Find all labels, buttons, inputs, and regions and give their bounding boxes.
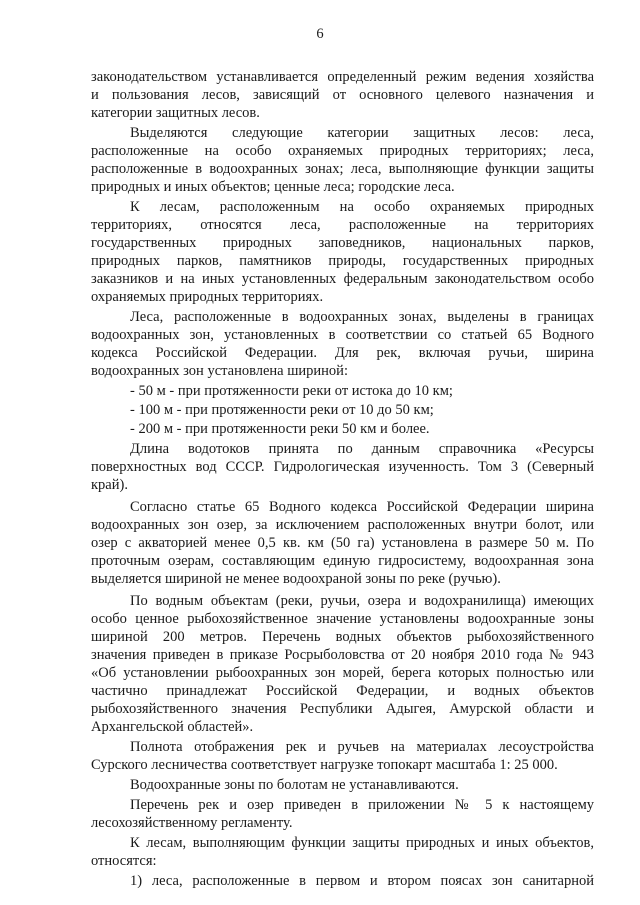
paragraph-first-line: По водным объектам (реки, ручьи, озера и водохранилища) имеющих	[130, 593, 594, 609]
text-line: расположенные в водоохранных зонах; леса, выполняющие функции защиты	[91, 161, 594, 177]
paragraph-first-line: Леса, расположенные в водоохранных зонах, выделены в границах	[130, 309, 594, 325]
text-line: заказников и на иных установленных федеральным законодательством особо	[91, 271, 594, 287]
text-line: охраняемых природных территориях.	[91, 289, 324, 305]
text-line: частично принадлежат Российской Федерации, и водных объектов	[91, 683, 594, 699]
text-line: водоохранных зон установлена шириной:	[91, 363, 348, 379]
text-line: проточным озерам, составляющим единую гидросистему, водоохранная зона	[91, 553, 594, 569]
list-item: - 200 м - при протяженности реки 50 км и более.	[130, 421, 430, 437]
text-line: территориях, относятся леса, расположенные на территориях	[91, 217, 594, 233]
paragraph-first-line: Длина водотоков принята по данным справочника «Ресурсы	[130, 441, 594, 457]
text-line: «Об установлении рыбоохранных зон морей, берега которых полностью или	[91, 665, 594, 681]
text-line: природных парков, памятников природы, государственных природных	[91, 253, 594, 269]
text-line: и пользования лесов, зависящий от основного целевого назначения и	[91, 87, 594, 103]
text-line: относятся:	[91, 853, 157, 869]
paragraph-first-line: К лесам, расположенным на особо охраняемых природных	[130, 199, 594, 215]
text-line: край).	[91, 477, 128, 493]
text-line: озер с акваторией менее 0,5 кв. км (50 га) установлена в размере 50 м. По	[91, 535, 594, 551]
text-line: особо ценное рыбохозяйственное значение установлены водоохранные зоны	[91, 611, 594, 627]
page-number: 6	[316, 26, 324, 42]
text-line: шириной 200 метров. Перечень водных объектов рыбохозяйственного	[91, 629, 594, 645]
text-line: водоохранных зон, установленных в соответствии со статьей 65 Водного	[91, 327, 594, 343]
text-line: кодекса Российской Федерации. Для рек, включая ручьи, ширина	[91, 345, 594, 361]
text-line: Сурского лесничества соответствует нагрузке топокарт масштаба 1: 25 000.	[91, 757, 558, 773]
text-line: лесохозяйственному регламенту.	[91, 815, 293, 831]
text-line: Архангельской областей».	[91, 719, 254, 735]
paragraph-first-line: К лесам, выполняющим функции защиты природных и иных объектов,	[130, 835, 594, 851]
paragraph-first-line: Выделяются следующие категории защитных лесов: леса,	[130, 125, 594, 141]
text-line: природных и иных объектов; ценные леса; городские леса.	[91, 179, 455, 195]
text-line: государственных природных заповедников, национальных парков,	[91, 235, 594, 251]
paragraph-first-line: Водоохранные зоны по болотам не устанавливаются.	[130, 777, 459, 793]
paragraph-first-line: Полнота отображения рек и ручьев на материалах лесоустройства	[130, 739, 594, 755]
list-item: - 50 м - при протяженности реки от истока до 10 км;	[130, 383, 453, 399]
text-line: категории защитных лесов.	[91, 105, 260, 121]
text-line: выделяется шириной не менее водоохраной зоны по реке (ручью).	[91, 571, 501, 587]
text-line: водоохранных зон озер, за исключением расположенных внутри болот, или	[91, 517, 594, 533]
text-line: законодательством устанавливается определенный режим ведения хозяйства	[91, 69, 594, 85]
text-line: расположенные на особо охраняемых природных территориях; леса,	[91, 143, 594, 159]
paragraph-first-line: 1) леса, расположенные в первом и втором поясах зон санитарной	[130, 873, 594, 889]
list-item: - 100 м - при протяженности реки от 10 до 50 км;	[130, 402, 434, 418]
paragraph-first-line: Согласно статье 65 Водного кодекса Российской Федерации ширина	[130, 499, 594, 515]
paragraph-first-line: Перечень рек и озер приведен в приложении № 5 к настоящему	[130, 797, 594, 813]
text-line: рыбохозяйственного значения Республики Адыгея, Амурской области и	[91, 701, 594, 717]
text-line: поверхностных вод СССР. Гидрологическая изученность. Том 3 (Северный	[91, 459, 594, 475]
text-line: значения приведен в приказе Росрыболовства от 20 ноября 2010 года № 943	[91, 647, 594, 663]
